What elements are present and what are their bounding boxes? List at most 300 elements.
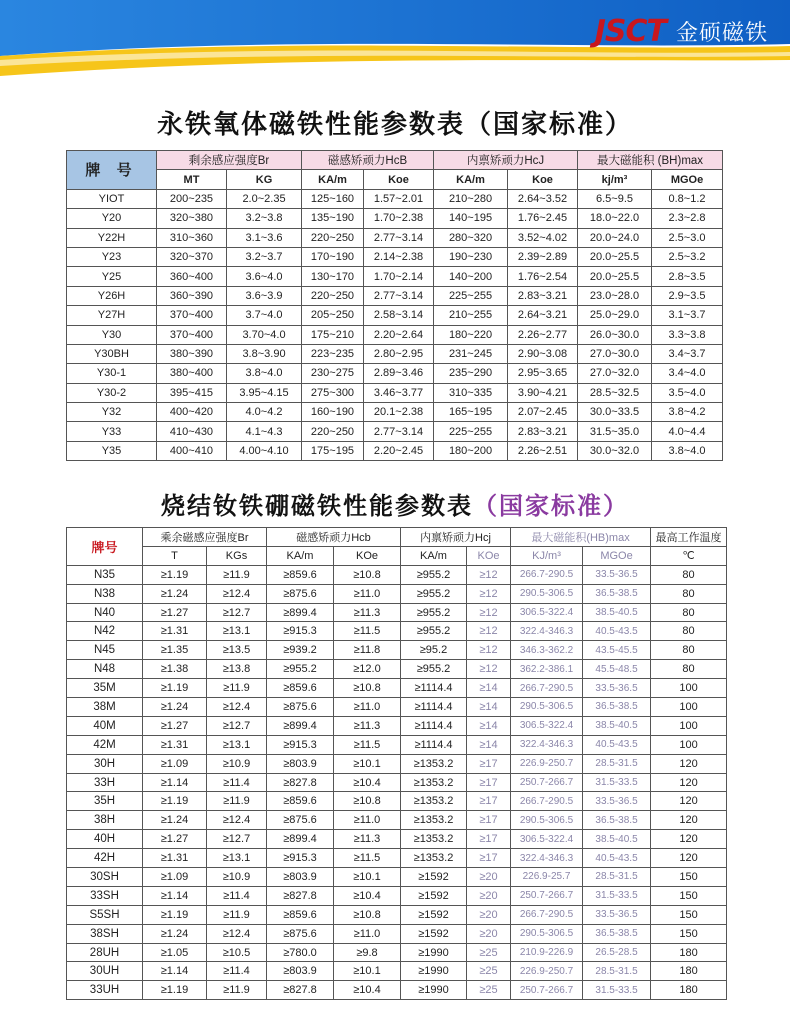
value-cell: ≥20 <box>467 868 511 887</box>
value-cell: 3.7~4.0 <box>227 306 302 325</box>
value-cell: 210~255 <box>434 306 508 325</box>
value-cell: ≥915.3 <box>267 735 334 754</box>
value-cell: ≥10.9 <box>207 868 267 887</box>
value-cell: ≥1.27 <box>143 716 207 735</box>
value-cell: 3.90~4.21 <box>508 383 578 402</box>
value-cell: 250.7-266.7 <box>511 886 583 905</box>
value-cell: ≥10.8 <box>334 679 401 698</box>
value-cell: 2.39~2.89 <box>508 247 578 266</box>
grade-cell: Y27H <box>67 306 157 325</box>
value-cell: 306.5-322.4 <box>511 716 583 735</box>
grade-cell: Y30-1 <box>67 364 157 383</box>
ferrite-group-header: 磁感矫顽力HcB <box>302 151 434 170</box>
value-cell: 266.7-290.5 <box>511 565 583 584</box>
ndfeb-group-header: 磁感矫顽力Hcb <box>267 528 401 547</box>
value-cell: ≥11.0 <box>334 698 401 717</box>
ndfeb-header-row <box>67 528 727 547</box>
value-cell: ≥11.9 <box>207 792 267 811</box>
value-cell: 3.46~3.77 <box>364 383 434 402</box>
value-cell: 26.5-28.5 <box>583 943 651 962</box>
value-cell: ≥14 <box>467 679 511 698</box>
value-cell: ≥1353.2 <box>401 773 467 792</box>
ndfeb-unit-header: KA/m <box>267 546 334 565</box>
value-cell: 266.7-290.5 <box>511 792 583 811</box>
ndfeb-group-header: 乘余磁感应强度Br <box>143 528 267 547</box>
value-cell: ≥12.7 <box>207 716 267 735</box>
value-cell: ≥1592 <box>401 886 467 905</box>
value-cell: 180 <box>651 962 727 981</box>
value-cell: ≥14 <box>467 716 511 735</box>
value-cell: ≥1.19 <box>143 565 207 584</box>
value-cell: 120 <box>651 849 727 868</box>
value-cell: 395~415 <box>157 383 227 402</box>
value-cell: 25.0~29.0 <box>578 306 652 325</box>
value-cell: 36.5-38.5 <box>583 584 651 603</box>
grade-cell: Y30-2 <box>67 383 157 402</box>
value-cell: ≥1.19 <box>143 792 207 811</box>
value-cell: ≥12.4 <box>207 811 267 830</box>
value-cell: ≥859.6 <box>267 565 334 584</box>
value-cell: 36.5-38.5 <box>583 698 651 717</box>
value-cell: 3.4~3.7 <box>652 344 723 363</box>
value-cell: 400~420 <box>157 403 227 422</box>
ferrite-table-body <box>67 189 723 460</box>
value-cell: 2.07~2.45 <box>508 403 578 422</box>
ndfeb-table-row <box>67 962 727 981</box>
value-cell: ≥1.05 <box>143 943 207 962</box>
value-cell: 165~195 <box>434 403 508 422</box>
value-cell: 125~160 <box>302 189 364 208</box>
value-cell: 226.9-250.7 <box>511 962 583 981</box>
ferrite-table-row <box>67 441 723 460</box>
value-cell: ≥955.2 <box>401 584 467 603</box>
value-cell: 3.3~3.8 <box>652 325 723 344</box>
value-cell: 205~250 <box>302 306 364 325</box>
value-cell: ≥1.14 <box>143 886 207 905</box>
value-cell: ≥827.8 <box>267 886 334 905</box>
value-cell: 220~250 <box>302 422 364 441</box>
value-cell: 43.5-45.5 <box>583 641 651 660</box>
value-cell: 100 <box>651 716 727 735</box>
ndfeb-unit-header: KJ/m³ <box>511 546 583 565</box>
value-cell: 26.0~30.0 <box>578 325 652 344</box>
value-cell: 235~290 <box>434 364 508 383</box>
grade-cell: 35H <box>67 792 143 811</box>
ndfeb-unit-row <box>67 546 727 565</box>
ndfeb-table-row <box>67 584 727 603</box>
value-cell: 225~255 <box>434 422 508 441</box>
value-cell: 170~190 <box>302 247 364 266</box>
grade-cell: Y35 <box>67 441 157 460</box>
value-cell: 3.6~4.0 <box>227 267 302 286</box>
ndfeb-group-header: 最大磁能积(HB)max <box>511 528 651 547</box>
value-cell: 3.52~4.02 <box>508 228 578 247</box>
value-cell: 200~235 <box>157 189 227 208</box>
value-cell: ≥827.8 <box>267 773 334 792</box>
value-cell: 150 <box>651 924 727 943</box>
value-cell: 2.58~3.14 <box>364 306 434 325</box>
ferrite-unit-header: MGOe <box>652 170 723 189</box>
ferrite-table-row <box>67 364 723 383</box>
ferrite-table-row <box>67 422 723 441</box>
ferrite-grade-header: 牌 号 <box>67 151 157 190</box>
value-cell: ≥12.4 <box>207 698 267 717</box>
value-cell: ≥1.14 <box>143 962 207 981</box>
value-cell: 306.5-322.4 <box>511 830 583 849</box>
value-cell: 225~255 <box>434 286 508 305</box>
ndfeb-table-row <box>67 849 727 868</box>
value-cell: ≥1.31 <box>143 849 207 868</box>
value-cell: ≥1.14 <box>143 773 207 792</box>
value-cell: ≥1353.2 <box>401 849 467 868</box>
ndfeb-title-paren: （国家标准） <box>473 492 629 520</box>
value-cell: ≥11.3 <box>334 716 401 735</box>
value-cell: 27.0~30.0 <box>578 344 652 363</box>
value-cell: 175~195 <box>302 441 364 460</box>
value-cell: ≥1592 <box>401 868 467 887</box>
value-cell: 3.8~3.90 <box>227 344 302 363</box>
value-cell: 290.5-306.5 <box>511 584 583 603</box>
value-cell: ≥17 <box>467 849 511 868</box>
value-cell: ≥1.24 <box>143 584 207 603</box>
value-cell: ≥1353.2 <box>401 830 467 849</box>
value-cell: 33.5-36.5 <box>583 679 651 698</box>
value-cell: 310~360 <box>157 228 227 247</box>
value-cell: 2.0~2.35 <box>227 189 302 208</box>
value-cell: 1.76~2.54 <box>508 267 578 286</box>
ndfeb-table-body <box>67 565 727 999</box>
value-cell: 2.77~3.14 <box>364 286 434 305</box>
ferrite-header-row <box>67 151 723 170</box>
value-cell: ≥1353.2 <box>401 754 467 773</box>
value-cell: ≥859.6 <box>267 792 334 811</box>
value-cell: 28.5-31.5 <box>583 962 651 981</box>
value-cell: 3.2~3.7 <box>227 247 302 266</box>
value-cell: ≥11.4 <box>207 773 267 792</box>
ndfeb-unit-header: MGOe <box>583 546 651 565</box>
value-cell: 306.5-322.4 <box>511 603 583 622</box>
value-cell: 1.57~2.01 <box>364 189 434 208</box>
value-cell: 2.89~3.46 <box>364 364 434 383</box>
ferrite-unit-header: Koe <box>508 170 578 189</box>
value-cell: 120 <box>651 754 727 773</box>
value-cell: 38.5-40.5 <box>583 830 651 849</box>
value-cell: 2.26~2.51 <box>508 441 578 460</box>
value-cell: ≥899.4 <box>267 716 334 735</box>
ferrite-table-row <box>67 344 723 363</box>
value-cell: 31.5-33.5 <box>583 981 651 1000</box>
value-cell: 40.5-43.5 <box>583 622 651 641</box>
value-cell: 20.0~25.5 <box>578 267 652 286</box>
ndfeb-table-row <box>67 565 727 584</box>
ndfeb-table-row <box>67 622 727 641</box>
ferrite-unit-header: KA/m <box>434 170 508 189</box>
ferrite-group-header: 内禀矫顽力HcJ <box>434 151 578 170</box>
value-cell: ≥12 <box>467 622 511 641</box>
value-cell: 2.83~3.21 <box>508 422 578 441</box>
value-cell: 226.9-25.7 <box>511 868 583 887</box>
value-cell: ≥10.8 <box>334 905 401 924</box>
value-cell: ≥11.5 <box>334 849 401 868</box>
value-cell: 290.5-306.5 <box>511 924 583 943</box>
value-cell: ≥11.0 <box>334 584 401 603</box>
value-cell: ≥1990 <box>401 981 467 1000</box>
value-cell: ≥13.1 <box>207 622 267 641</box>
grade-cell: 33H <box>67 773 143 792</box>
ndfeb-group-header: 最高工作温度 <box>651 528 727 547</box>
value-cell: ≥10.1 <box>334 868 401 887</box>
ferrite-unit-header: kj/m³ <box>578 170 652 189</box>
value-cell: ≥12 <box>467 603 511 622</box>
value-cell: ≥1.09 <box>143 754 207 773</box>
value-cell: 3.4~4.0 <box>652 364 723 383</box>
value-cell: 28.5~32.5 <box>578 383 652 402</box>
value-cell: 280~320 <box>434 228 508 247</box>
ndfeb-table-row <box>67 735 727 754</box>
grade-cell: N40 <box>67 603 143 622</box>
grade-cell: 42M <box>67 735 143 754</box>
value-cell: 3.1~3.6 <box>227 228 302 247</box>
ndfeb-unit-header: T <box>143 546 207 565</box>
brand <box>595 14 768 49</box>
value-cell: 33.5-36.5 <box>583 792 651 811</box>
value-cell: ≥17 <box>467 792 511 811</box>
ndfeb-unit-header: KOe <box>334 546 401 565</box>
value-cell: ≥14 <box>467 735 511 754</box>
value-cell: 80 <box>651 584 727 603</box>
value-cell: 3.70~4.0 <box>227 325 302 344</box>
value-cell: 1.76~2.45 <box>508 209 578 228</box>
value-cell: 2.14~2.38 <box>364 247 434 266</box>
value-cell: ≥1353.2 <box>401 811 467 830</box>
ndfeb-table-row <box>67 943 727 962</box>
value-cell: ≥20 <box>467 886 511 905</box>
value-cell: ≥1990 <box>401 962 467 981</box>
value-cell: 20.0~24.0 <box>578 228 652 247</box>
value-cell: ≥803.9 <box>267 868 334 887</box>
ferrite-title: 永铁氧体磁铁性能参数表（国家标准） <box>156 110 633 140</box>
grade-cell: 38M <box>67 698 143 717</box>
value-cell: 100 <box>651 679 727 698</box>
value-cell: 38.5-40.5 <box>583 716 651 735</box>
ndfeb-table-row <box>67 773 727 792</box>
value-cell: ≥1114.4 <box>401 698 467 717</box>
value-cell: 266.7-290.5 <box>511 905 583 924</box>
value-cell: 2.77~3.14 <box>364 228 434 247</box>
value-cell: 2.77~3.14 <box>364 422 434 441</box>
value-cell: ≥1114.4 <box>401 735 467 754</box>
ndfeb-table-row <box>67 924 727 943</box>
value-cell: 2.90~3.08 <box>508 344 578 363</box>
value-cell: ≥955.2 <box>401 622 467 641</box>
value-cell: ≥10.4 <box>334 886 401 905</box>
value-cell: 220~250 <box>302 228 364 247</box>
value-cell: 160~190 <box>302 403 364 422</box>
value-cell: 322.4-346.3 <box>511 622 583 641</box>
value-cell: ≥915.3 <box>267 622 334 641</box>
value-cell: 2.5~3.2 <box>652 247 723 266</box>
value-cell: 266.7-290.5 <box>511 679 583 698</box>
value-cell: ≥12.0 <box>334 660 401 679</box>
value-cell: ≥11.3 <box>334 603 401 622</box>
ndfeb-table-row <box>67 679 727 698</box>
value-cell: 3.8~4.0 <box>227 364 302 383</box>
value-cell: ≥1.31 <box>143 735 207 754</box>
value-cell: 150 <box>651 868 727 887</box>
value-cell: ≥875.6 <box>267 584 334 603</box>
value-cell: 31.5~35.0 <box>578 422 652 441</box>
value-cell: 4.1~4.3 <box>227 422 302 441</box>
grade-cell: 30UH <box>67 962 143 981</box>
grade-cell: 38H <box>67 811 143 830</box>
grade-cell: 28UH <box>67 943 143 962</box>
value-cell: 400~410 <box>157 441 227 460</box>
value-cell: 290.5-306.5 <box>511 698 583 717</box>
value-cell: 20.0~25.5 <box>578 247 652 266</box>
ndfeb-unit-header: ℃ <box>651 546 727 565</box>
value-cell: 100 <box>651 698 727 717</box>
value-cell: ≥899.4 <box>267 830 334 849</box>
value-cell: ≥14 <box>467 698 511 717</box>
value-cell: 3.1~3.7 <box>652 306 723 325</box>
value-cell: ≥1.31 <box>143 622 207 641</box>
value-cell: ≥12.4 <box>207 584 267 603</box>
value-cell: 2.64~3.21 <box>508 306 578 325</box>
value-cell: ≥20 <box>467 905 511 924</box>
value-cell: 28.5-31.5 <box>583 754 651 773</box>
value-cell: 6.5~9.5 <box>578 189 652 208</box>
grade-cell: 42H <box>67 849 143 868</box>
value-cell: ≥899.4 <box>267 603 334 622</box>
grade-cell: Y30 <box>67 325 157 344</box>
grade-cell: Y20 <box>67 209 157 228</box>
grade-cell: 33UH <box>67 981 143 1000</box>
value-cell: ≥1353.2 <box>401 792 467 811</box>
ndfeb-title <box>0 486 790 521</box>
value-cell: 120 <box>651 830 727 849</box>
value-cell: ≥12 <box>467 641 511 660</box>
value-cell: ≥1.19 <box>143 679 207 698</box>
value-cell: 80 <box>651 603 727 622</box>
value-cell: ≥1.24 <box>143 811 207 830</box>
value-cell: ≥12.7 <box>207 830 267 849</box>
value-cell: 1.70~2.38 <box>364 209 434 228</box>
ferrite-table-row <box>67 306 723 325</box>
value-cell: 210~280 <box>434 189 508 208</box>
value-cell: ≥955.2 <box>267 660 334 679</box>
ferrite-unit-header: KG <box>227 170 302 189</box>
ferrite-table-row <box>67 189 723 208</box>
value-cell: 28.5-31.5 <box>583 868 651 887</box>
value-cell: 346.3-362.2 <box>511 641 583 660</box>
value-cell: ≥10.1 <box>334 754 401 773</box>
value-cell: ≥1592 <box>401 924 467 943</box>
value-cell: ≥859.6 <box>267 679 334 698</box>
grade-cell: S5SH <box>67 905 143 924</box>
ndfeb-unit-header: KA/m <box>401 546 467 565</box>
value-cell: 4.0~4.2 <box>227 403 302 422</box>
value-cell: 3.8~4.2 <box>652 403 723 422</box>
value-cell: 31.5-33.5 <box>583 773 651 792</box>
value-cell: 38.5-40.5 <box>583 603 651 622</box>
grade-cell: Y25 <box>67 267 157 286</box>
value-cell: 226.9-250.7 <box>511 754 583 773</box>
grade-cell: N42 <box>67 622 143 641</box>
value-cell: 2.83~3.21 <box>508 286 578 305</box>
value-cell: 120 <box>651 792 727 811</box>
ndfeb-table-row <box>67 603 727 622</box>
value-cell: 120 <box>651 811 727 830</box>
value-cell: ≥1.27 <box>143 603 207 622</box>
value-cell: ≥11.8 <box>334 641 401 660</box>
ndfeb-table-row <box>67 754 727 773</box>
value-cell: 2.26~2.77 <box>508 325 578 344</box>
value-cell: ≥11.9 <box>207 905 267 924</box>
value-cell: 231~245 <box>434 344 508 363</box>
grade-cell: 35M <box>67 679 143 698</box>
value-cell: 370~400 <box>157 306 227 325</box>
value-cell: ≥1592 <box>401 905 467 924</box>
value-cell: 250.7-266.7 <box>511 981 583 1000</box>
value-cell: 36.5-38.5 <box>583 924 651 943</box>
value-cell: ≥803.9 <box>267 962 334 981</box>
ndfeb-table-row <box>67 792 727 811</box>
value-cell: 2.20~2.45 <box>364 441 434 460</box>
value-cell: 2.20~2.64 <box>364 325 434 344</box>
value-cell: ≥12 <box>467 584 511 603</box>
value-cell: 180~220 <box>434 325 508 344</box>
ndfeb-table-row <box>67 716 727 735</box>
value-cell: ≥11.3 <box>334 830 401 849</box>
value-cell: ≥11.9 <box>207 679 267 698</box>
grade-cell: N48 <box>67 660 143 679</box>
ferrite-table-row <box>67 325 723 344</box>
value-cell: 80 <box>651 660 727 679</box>
value-cell: ≥1.19 <box>143 981 207 1000</box>
value-cell: 150 <box>651 905 727 924</box>
value-cell: ≥827.8 <box>267 981 334 1000</box>
ndfeb-table-row <box>67 811 727 830</box>
grade-cell: Y30BH <box>67 344 157 363</box>
value-cell: 120 <box>651 773 727 792</box>
value-cell: ≥17 <box>467 754 511 773</box>
value-cell: ≥1.27 <box>143 830 207 849</box>
value-cell: 320~380 <box>157 209 227 228</box>
value-cell: ≥1.24 <box>143 924 207 943</box>
grade-cell: Y26H <box>67 286 157 305</box>
grade-cell: Y22H <box>67 228 157 247</box>
value-cell: ≥17 <box>467 830 511 849</box>
value-cell: 190~230 <box>434 247 508 266</box>
value-cell: 140~195 <box>434 209 508 228</box>
ndfeb-table <box>66 527 727 1000</box>
grade-cell: N45 <box>67 641 143 660</box>
value-cell: ≥1.24 <box>143 698 207 717</box>
value-cell: 30.0~33.5 <box>578 403 652 422</box>
grade-cell: 40H <box>67 830 143 849</box>
value-cell: ≥10.4 <box>334 981 401 1000</box>
value-cell: 380~400 <box>157 364 227 383</box>
ferrite-group-header: 最大磁能积 (BH)max <box>578 151 723 170</box>
ndfeb-table-row <box>67 886 727 905</box>
value-cell: 380~390 <box>157 344 227 363</box>
value-cell: 2.64~3.52 <box>508 189 578 208</box>
value-cell: ≥875.6 <box>267 698 334 717</box>
value-cell: 180~200 <box>434 441 508 460</box>
value-cell: 223~235 <box>302 344 364 363</box>
ferrite-group-header: 剩余感应强度Br <box>157 151 302 170</box>
grade-cell: 30SH <box>67 868 143 887</box>
